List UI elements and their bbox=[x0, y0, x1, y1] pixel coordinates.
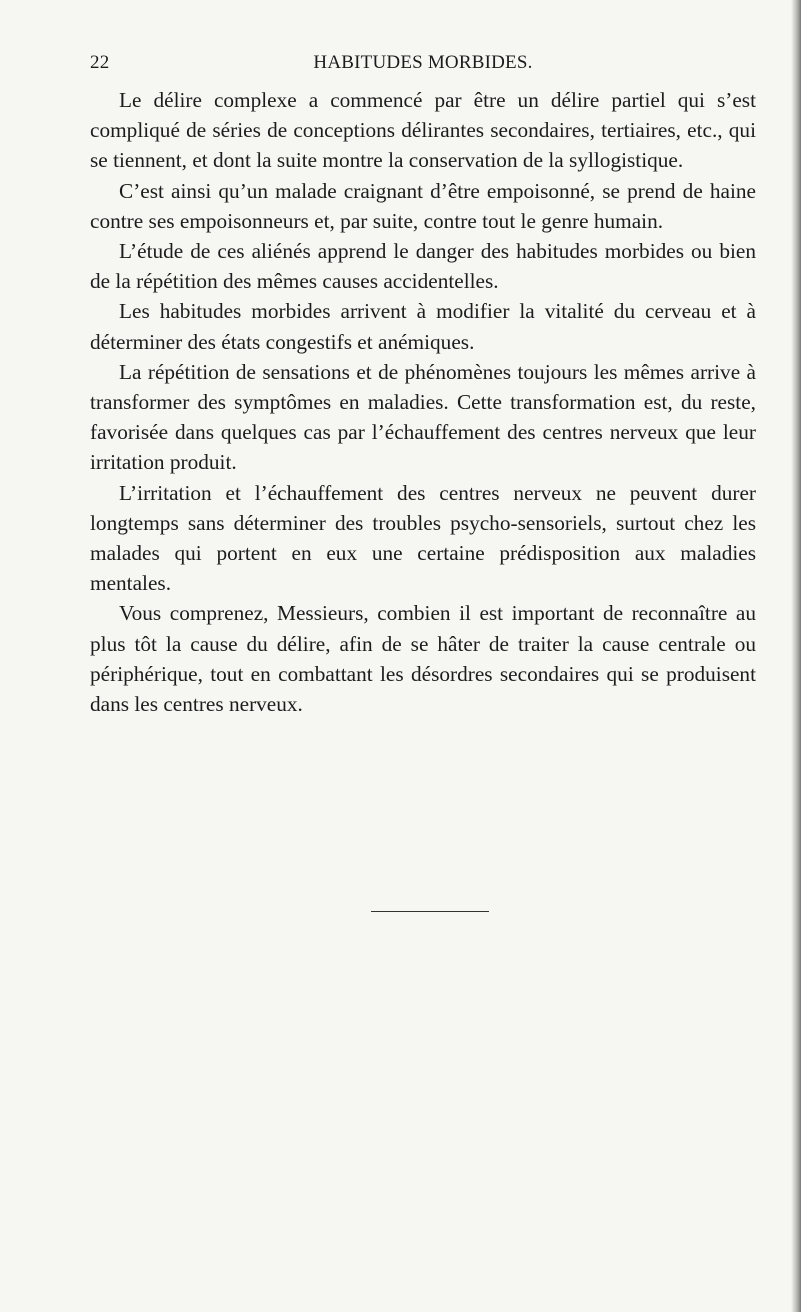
section-end-rule bbox=[371, 911, 489, 912]
paragraph: L’étude de ces aliénés apprend le danger des habitudes morbides ou bien de la répétition des mêmes causes accidentelles. bbox=[90, 239, 756, 294]
paragraph: C’est ainsi qu’un malade craignant d’être empoisonné, se prend de haine contre ses empoisonneurs et, par suite, contre tout le genre humain. bbox=[90, 178, 756, 233]
paragraph: La répétition de sensations et de phénomènes toujours les mêmes arrive à transformer des symptômes en maladies. Cette transformation est, du reste, favorisée dans quelques cas par l’échauffement des centres nerveux que leur irritation produit. bbox=[90, 359, 756, 475]
running-title: HABITUDES MORBIDES. bbox=[313, 52, 533, 73]
page-edge-shadow bbox=[791, 0, 801, 1312]
paragraph: Vous comprenez, Messieurs, combien il est important de reconnaître au plus tôt la cause du délire, afin de se hâter de traiter la cause centrale ou périphérique, tout en combattant les désordres secondaires qui se produisent dans les centres nerveux. bbox=[90, 601, 756, 717]
body-text bbox=[90, 85, 756, 719]
page-number: 22 bbox=[90, 52, 110, 73]
paragraph: Le délire complexe a commencé par être un délire partiel qui s’est compliqué de séries de conceptions délirantes secondaires, tertiaires, etc., qui se tiennent, et dont la suite montre la conservation de la syllogistique. bbox=[90, 88, 756, 173]
paragraph: L’irritation et l’échauffement des centres nerveux ne peuvent durer longtemps sans déterminer des troubles psycho-sensoriels, surtout chez les malades qui portent en eux une certaine prédisposition aux maladies mentales. bbox=[90, 480, 756, 596]
paragraph: Les habitudes morbides arrivent à modifier la vitalité du cerveau et à déterminer des états congestifs et anémiques. bbox=[90, 299, 756, 354]
running-head bbox=[90, 52, 756, 78]
